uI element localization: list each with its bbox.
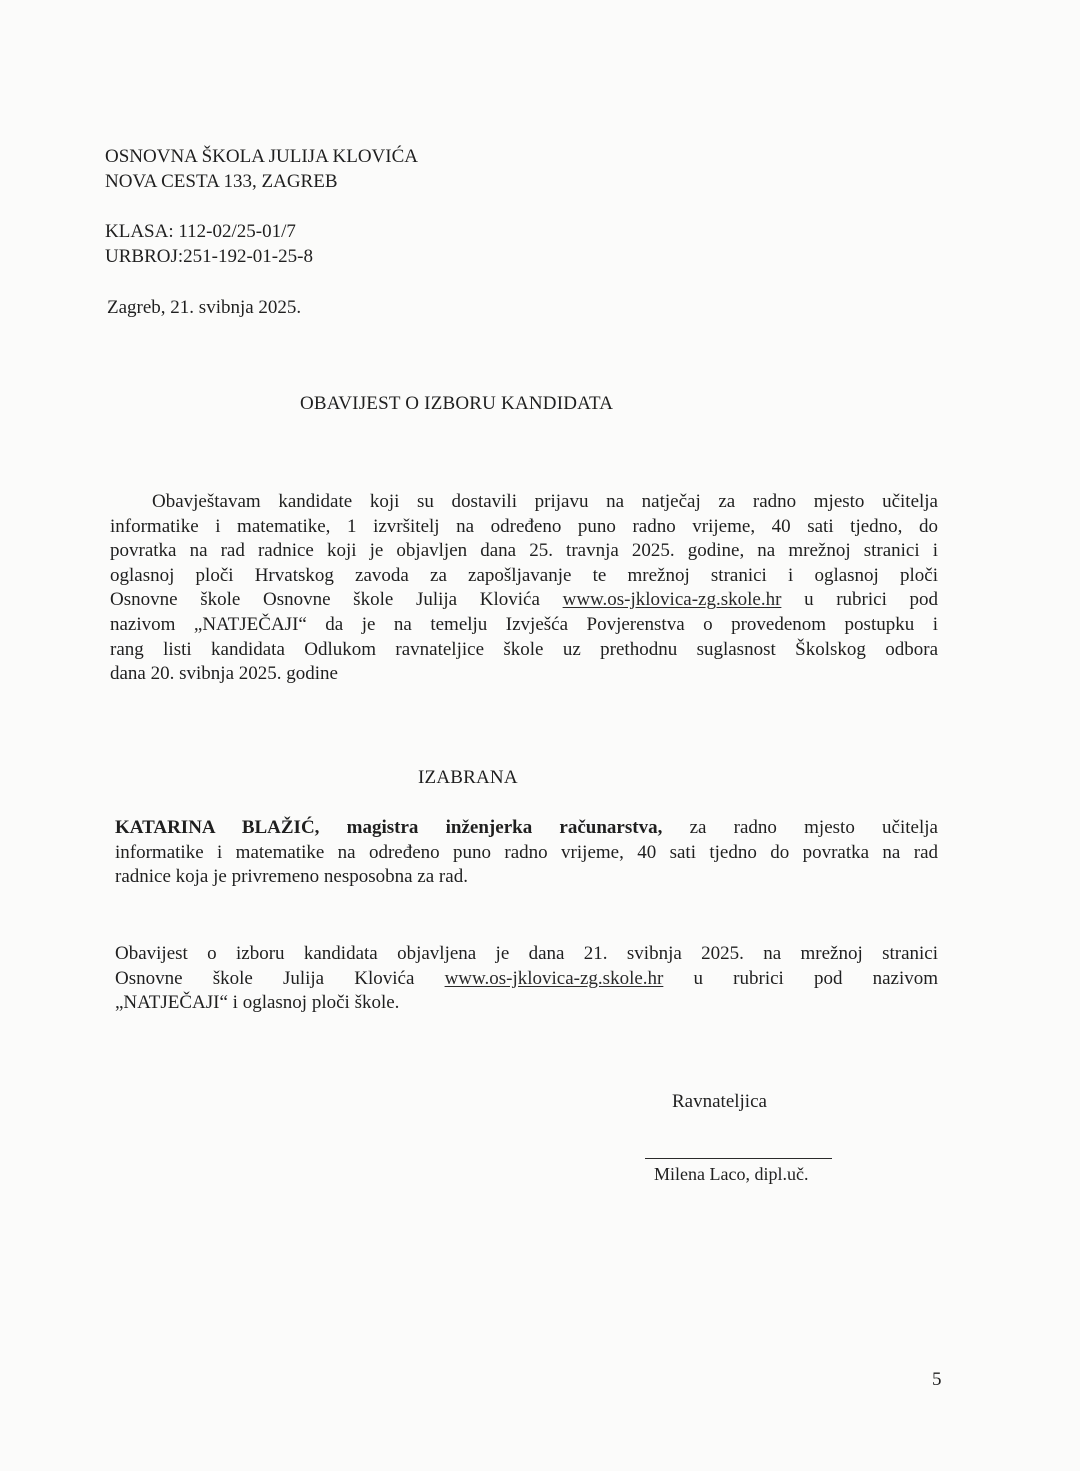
urbroj-number: URBROJ:251-192-01-25-8 [105,246,313,267]
signature-line [645,1158,832,1159]
selected-line: informatike i matematike na određeno puno radno vrijeme, 40 sati tjedno do povratka na rad [115,841,938,863]
intro-line: nazivom „NATJEČAJI“ da je na temelju Izvješća Povjerenstva o provedenom postupku i [110,613,938,635]
intro-line: informatike i matematike, 1 izvršitelj na određeno puno radno vrijeme, 40 sati tjedno, do [110,515,938,537]
intro-line-text: Osnovne škole Osnovne škole Julija Klovića [110,589,540,611]
selected-heading: IZABRANA [418,767,518,788]
candidate-degree: magistra inženjerka računarstva, [346,817,663,838]
notice-line-text: u rubrici pod nazivom [693,967,938,989]
intro-line-with-link [110,588,938,613]
intro-paragraph [110,490,938,687]
notice-line-with-link [115,967,938,992]
school-address: NOVA CESTA 133, ZAGREB [105,171,338,192]
notice-line-text: Osnovne škole Julija Klovića [115,967,415,989]
selected-line-with-name [115,816,938,841]
notice-line: „NATJEČAJI“ i oglasnoj ploči škole. [115,992,400,1014]
intro-line-text: u rubrici pod [804,589,938,611]
school-website-link[interactable]: www.os-jklovica-zg.skole.hr [444,967,664,989]
document-title: OBAVIJEST O IZBORU KANDIDATA [300,393,614,414]
notice-paragraph [115,942,938,1016]
school-website-link[interactable]: www.os-jklovica-zg.skole.hr [562,589,782,611]
notice-line: Obavijest o izboru kandidata objavljena je dana 21. svibnja 2025. na mrežnoj stranici [115,943,938,964]
signatory-name: Milena Laco, dipl.uč. [654,1164,809,1184]
page-number: 5 [932,1369,942,1390]
selected-line: radnice koja je privremeno nesposobna za rad. [115,866,468,888]
signatory-role: Ravnateljica [672,1091,767,1112]
intro-line: Obavještavam kandidate koji su dostavili prijavu na natječaj za radno mjesto učitelja [152,491,938,512]
candidate-name: KATARINA BLAŽIĆ, [115,817,320,838]
school-name: OSNOVNA ŠKOLA JULIJA KLOVIĆA [105,146,418,167]
intro-line: dana 20. svibnja 2025. godine [110,663,338,685]
selected-paragraph [115,816,938,890]
selected-line-text: za radno mjesto učitelja [689,817,938,838]
intro-line: rang listi kandidata Odlukom ravnateljice škole uz prethodnu suglasnost Školskog odbora [110,638,938,660]
place-date: Zagreb, 21. svibnja 2025. [107,297,302,318]
intro-line: oglasnoj ploči Hrvatskog zavoda za zapošljavanje te mrežnoj stranici i oglasnoj ploči [110,564,938,586]
klasa-number: KLASA: 112-02/25-01/7 [105,221,296,242]
intro-line: povratka na rad radnice koji je objavljen dana 25. travnja 2025. godine, na mrežnoj stranici i [110,540,938,562]
